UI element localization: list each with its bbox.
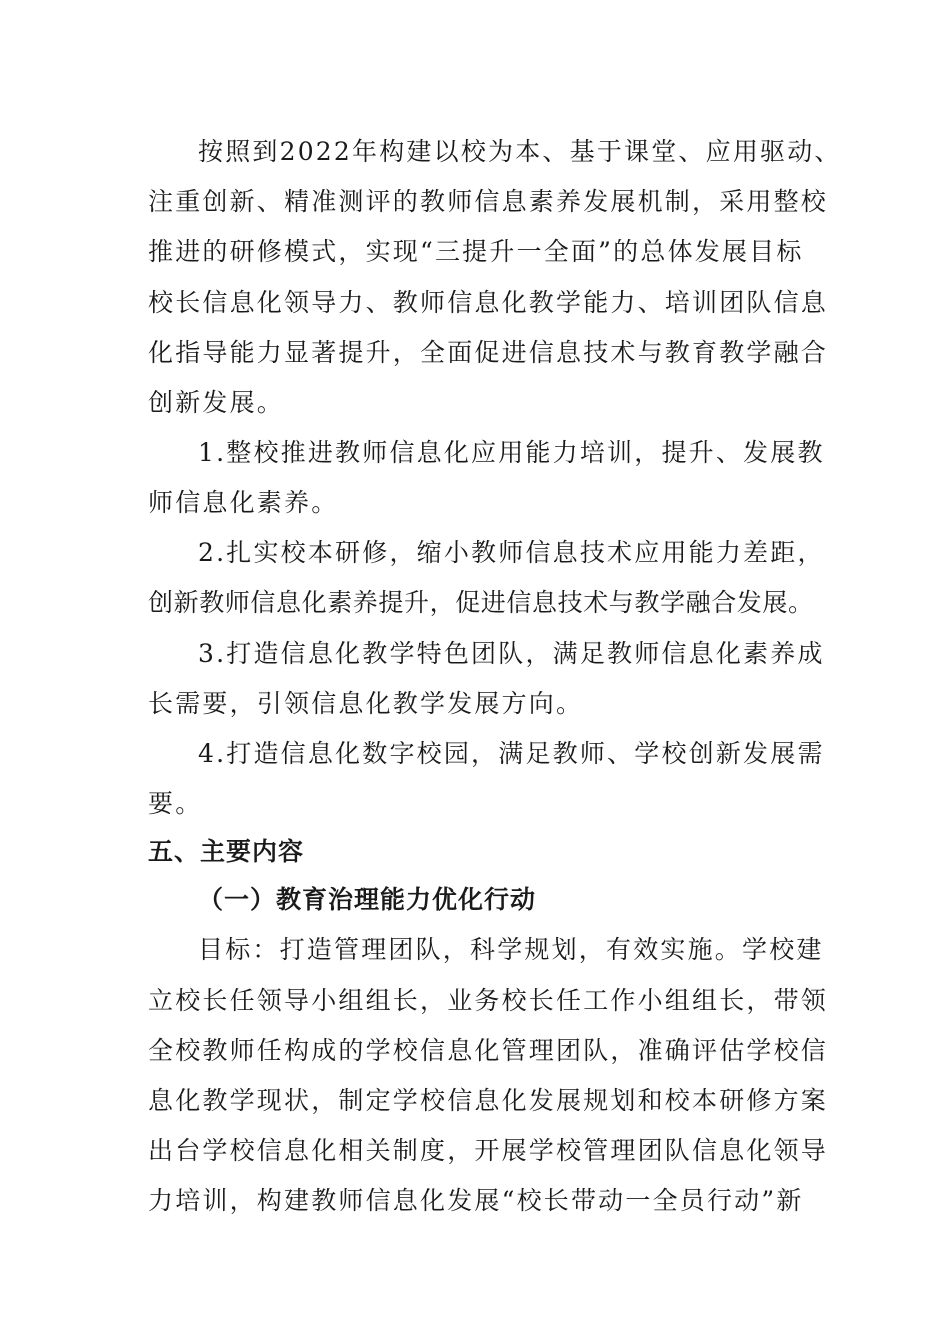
item-3-line-2: 长需要，引领信息化教学发展方向。 [148, 689, 584, 718]
subsection-heading: （一）教育治理能力优化行动 [198, 885, 537, 914]
intro-line-4: 校长信息化领导力、教师信息化教学能力、培训团队信息 [148, 288, 829, 317]
intro-line-6: 创新发展。 [148, 388, 285, 417]
body-line-3: 全校教师任构成的学校信息化管理团队，准确评估学校信 [148, 1036, 829, 1065]
intro-line-1: 按照到2022年构建以校为本、基于课堂、应用驱动、 [198, 137, 842, 166]
item-1-line-2: 师信息化素养。 [148, 488, 339, 517]
intro-line-3: 推进的研修模式，实现“三提升一全面”的总体发展目标 [148, 237, 804, 266]
item-4-line-1: 4.打造信息化数字校园，满足教师、学校创新发展需 [198, 739, 825, 768]
item-2-line-1: 2.扎实校本研修，缩小教师信息技术应用能力差距， [198, 538, 825, 567]
item-4-line-2: 要。 [148, 789, 203, 818]
body-line-2: 立校长任领导小组组长，业务校长任工作小组组长，带领 [148, 986, 829, 1015]
intro-line-2: 注重创新、精准测评的教师信息素养发展机制，采用整校 [148, 187, 829, 216]
body-line-1: 目标：打造管理团队，科学规划，有效实施。学校建 [198, 935, 824, 964]
section-heading: 五、主要内容 [148, 837, 305, 866]
body-line-5: 出台学校信息化相关制度，开展学校管理团队信息化领导 [148, 1136, 829, 1165]
body-line-4: 息化教学现状，制定学校信息化发展规划和校本研修方案 [148, 1086, 829, 1115]
item-1-line-1: 1.整校推进教师信息化应用能力培训，提升、发展教 [198, 438, 825, 467]
intro-line-5: 化指导能力显著提升，全面促进信息技术与教育教学融合 [148, 338, 829, 367]
item-3-line-1: 3.打造信息化教学特色团队，满足教师信息化素养成 [198, 639, 825, 668]
item-2-line-2: 创新教师信息化素养提升，促进信息技术与教学融合发展。 [148, 588, 814, 617]
body-line-6: 力培训，构建教师信息化发展“校长带动一全员行动”新 [148, 1186, 804, 1215]
